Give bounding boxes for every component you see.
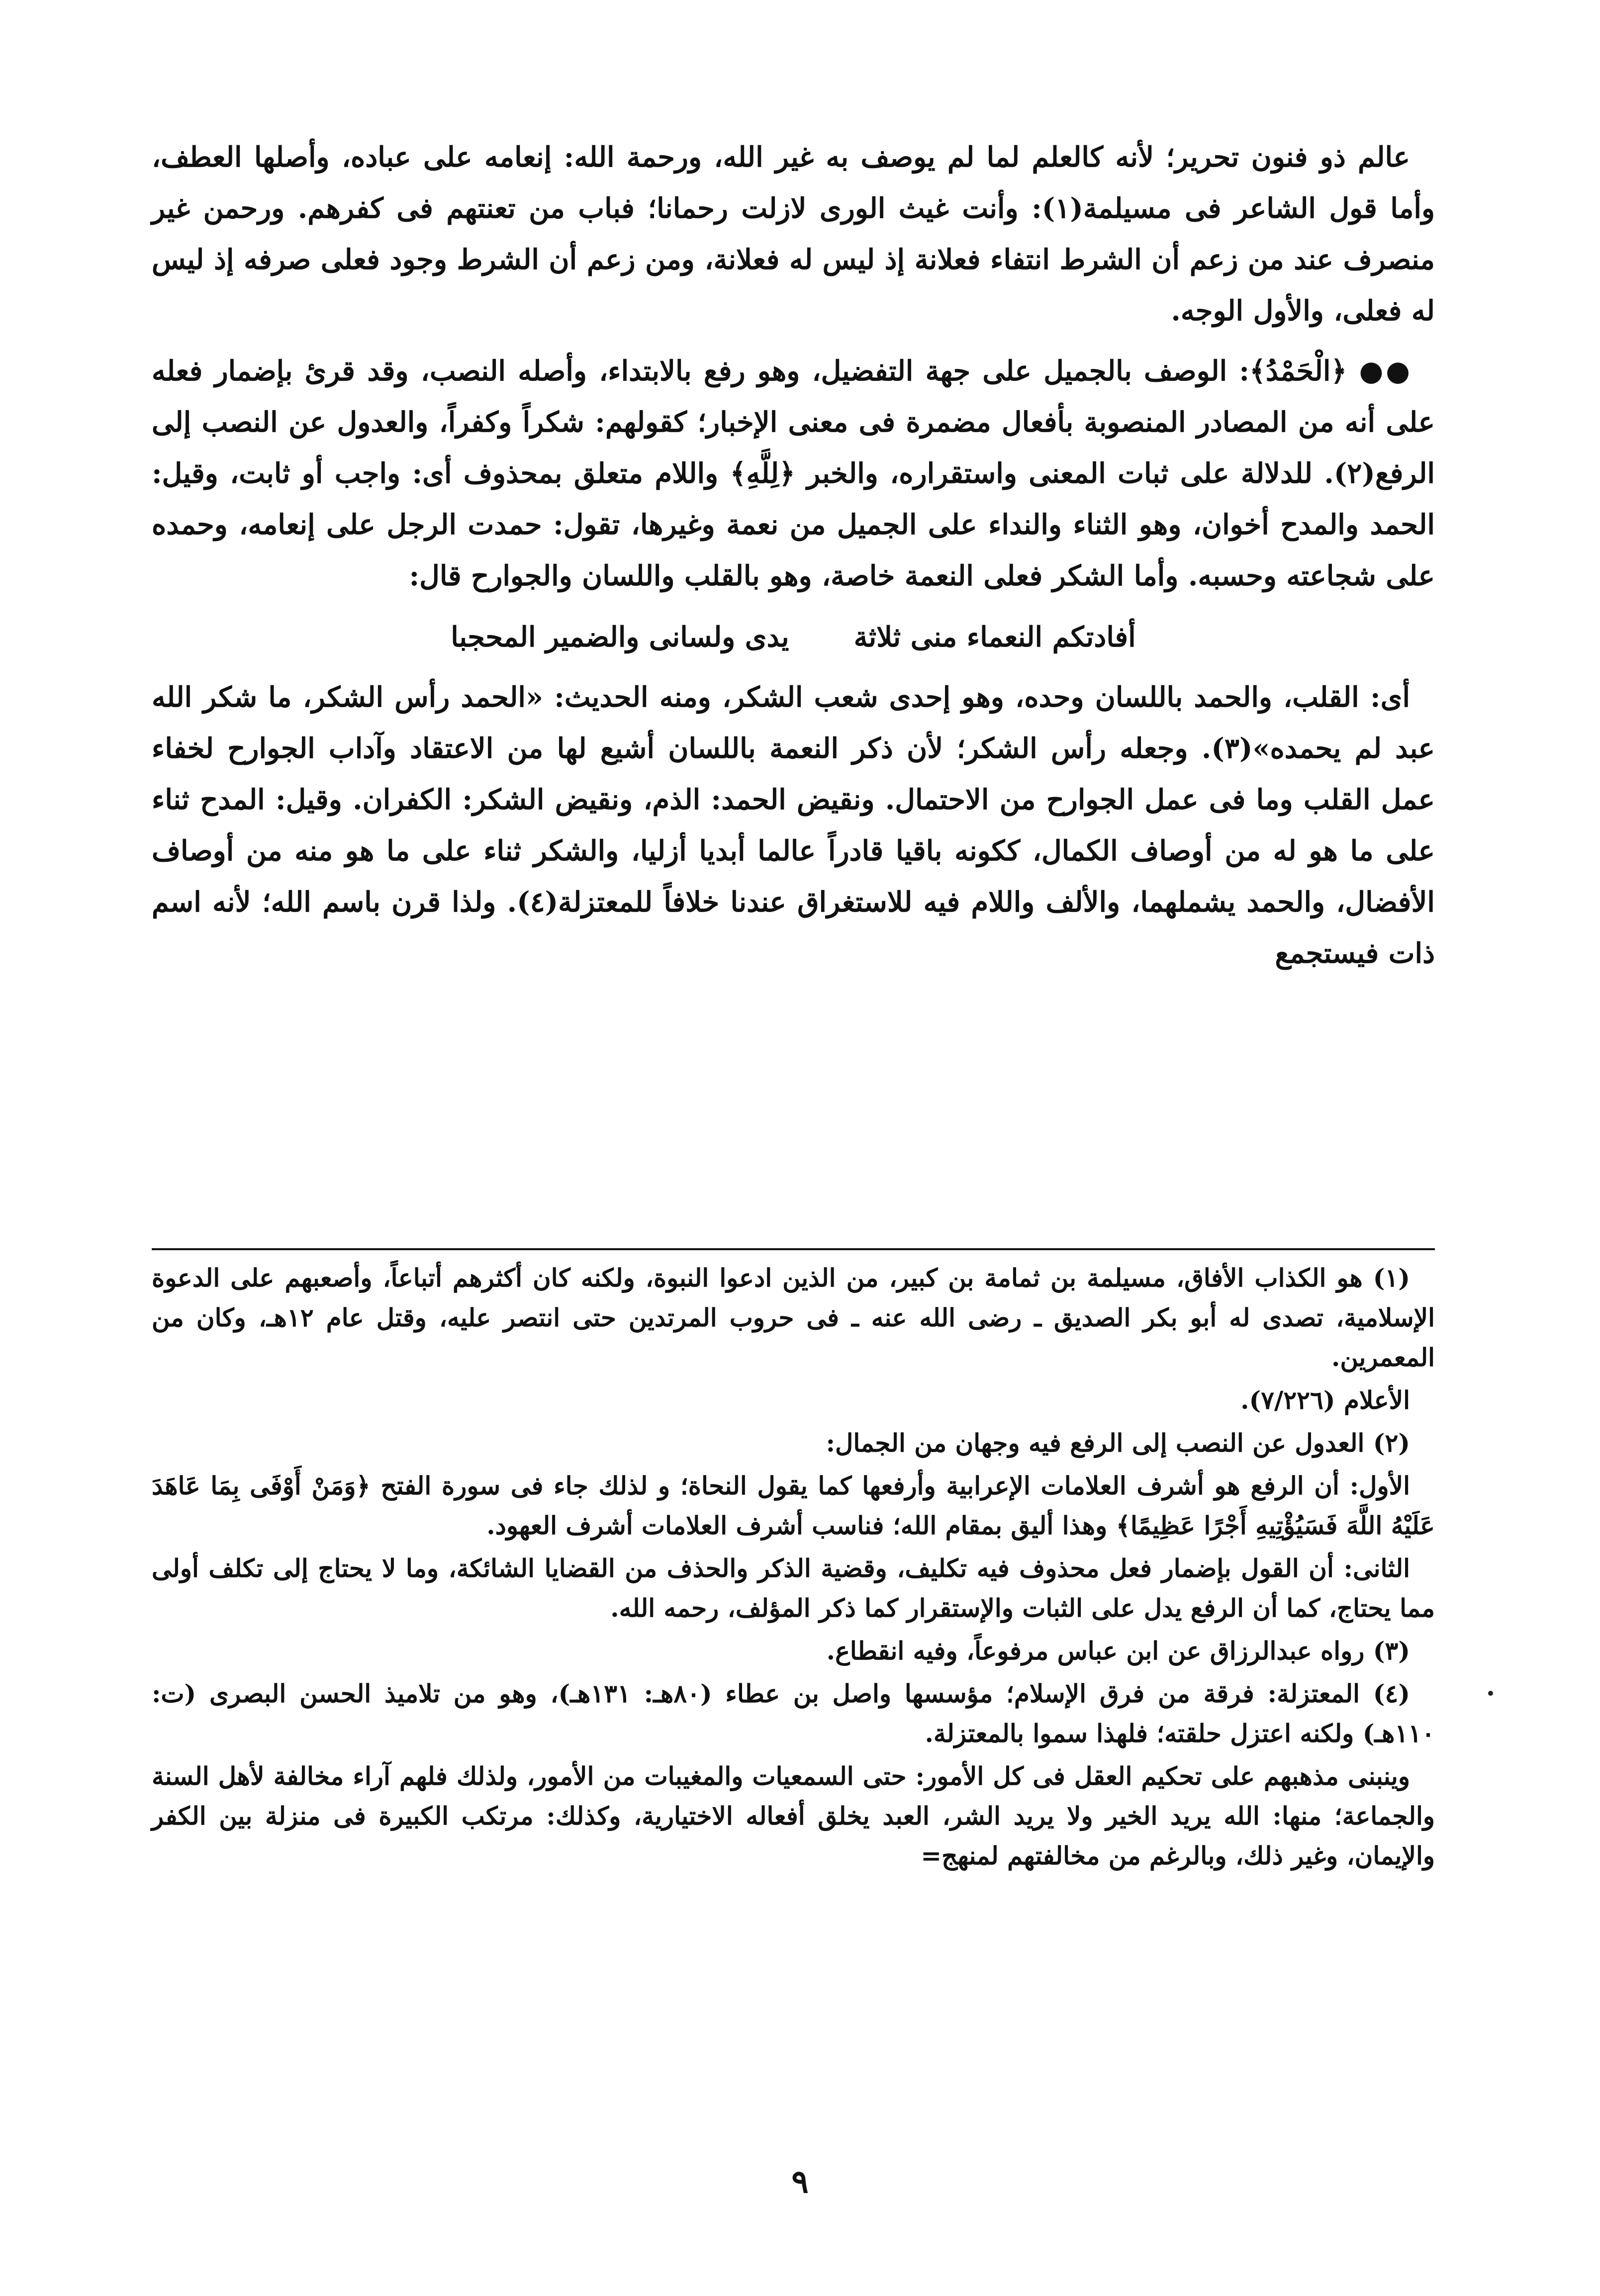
footnote-3: (٣) رواه عبدالرزاق عن ابن عباس مرفوعاً، وفيه انقطاع.	[826, 1636, 1410, 1665]
page-number: ٩	[791, 2163, 809, 2201]
scan-speck	[1488, 1691, 1493, 1696]
footnote-1-reference: الأعلام (٧/٢٢٦).	[1240, 1385, 1410, 1415]
main-text	[152, 132, 1435, 988]
footnote-divider	[152, 1248, 1435, 1250]
footnote-4-continued: وينبنى مذهبهم على تحكيم العقل فى كل الأمور: حتى السمعيات والمغيبات من الأمور، ولذلك فلهم آراء مخالفة لأهل السنة والجماعة؛ منها: الله يريد الخير ولا يريد الشر، العبد يخلق أفعاله الاختيارية، وكذلك: مرتكب الكبيرة فى منزلة بين الكفر والإيمان، وغير ذلك، وبالرغم من مخالفتهم لمنهج=	[152, 1761, 1435, 1870]
verse-hemistich-1: أفادتكم النعماء منى ثلاثة	[853, 621, 1136, 653]
footnote-4: (٤) المعتزلة: فرقة من فرق الإسلام؛ مؤسسها واصل بن عطاء (٨٠هـ: ١٣١هـ)، وهو من تلاميذ الحسن البصرى (ت: ١١٠هـ) ولكنه اعتزل حلقته؛ فلهذا سموا بالمعتزلة.	[152, 1679, 1435, 1748]
footnote-2-second: الثانى: أن القول بإضمار فعل محذوف فيه تكليف، وقضية الذكر والحذف من القضايا الشائكة، وما لا يحتاج إلى تكلف أولى مما يحتاج، كما أن الرفع يدل على الثبات والإستقرار كما ذكر المؤلف، رحمه الله.	[152, 1554, 1435, 1623]
poetry-verse	[152, 612, 1435, 663]
footnote-2-first: الأول: أن الرفع هو أشرف العلامات الإعرابية وأرفعها كما يقول النحاة؛ و لذلك جاء فى سورة الفتح ﴿وَمَنْ أَوْفَى بِمَا عَاهَدَ عَلَيْهُ اللَّهَ فَسَيُؤْتِيهِ أَجْرًا عَظِيمًا﴾ وهذا أليق بمقام الله؛ فناسب أشرف العلامات أشرف العهود.	[152, 1471, 1435, 1540]
paragraph-3: أى: القلب، والحمد باللسان وحده، وهو إحدى شعب الشكر، ومنه الحديث: «الحمد رأس الشكر، ما شكر الله عبد لم يحمده»(٣). وجعله رأس الشكر؛ لأن ذكر النعمة باللسان أشيع لها من الاعتقاد وآداب الجوارح لخفاء عمل القلب وما فى عمل الجوارح من الاحتمال. ونقيض الحمد: الذم، ونقيض الشكر: الكفران. وقيل: المدح ثناء على ما هو له من أوصاف الكمال، ككونه باقيا قادراً عالما أبديا أزليا، والشكر ثناء على ما هو منه من أوصاف الأفضال، والحمد يشملهما، والألف واللام فيه للاستغراق عندنا خلافاً للمعتزلة(٤). ولذا قرن باسم الله؛ لأنه اسم ذات فيستجمع	[152, 681, 1435, 970]
paragraph-2: ●● ﴿الْحَمْدُ﴾: الوصف بالجميل على جهة التفضيل، وهو رفع بالابتداء، وأصله النصب، وقد قرئ بإضمار فعله على أنه من المصادر المنصوبة بأفعال مضمرة فى معنى الإخبار؛ كقولهم: شكراً وكفراً، والعدول عن النصب إلى الرفع(٢). للدلالة على ثبات المعنى واستقراره، والخبر ﴿لِلَّهِ﴾ واللام متعلق بمحذوف أى: واجب أو ثابت، وقيل: الحمد والمدح أخوان، وهو الثناء والنداء على الجميل من نعمة وغيرها، تقول: حمدت الرجل على إنعامه، وحمده على شجاعته وحسبه. وأما الشكر فعلى النعمة خاصة، وهو بالقلب واللسان والجوارح قال:	[152, 355, 1435, 592]
footnote-1: (١) هو الكذاب الأفاق، مسيلمة بن ثمامة بن كبير، من الذين ادعوا النبوة، ولكنه كان أكثرهم أتباعاً، وأصعبهم على الدعوة الإسلامية، تصدى له أبو بكر الصديق ـ رضى الله عنه ـ فى حروب المرتدين حتى انتصر عليه، وقتل عام ١٢هـ، وكان من المعمرين.	[152, 1263, 1435, 1372]
paragraph-1: عالم ذو فنون تحرير؛ لأنه كالعلم لما لم يوصف به غير الله، ورحمة الله: إنعامه على عباده، وأصلها العطف، وأما قول الشاعر فى مسيلمة(١): وأنت غيث الورى لازلت رحمانا؛ فباب من تعنتهم فى كفرهم. ورحمن غير منصرف عند من زعم أن الشرط انتفاء فعلانة إذ ليس له فعلانة، ومن زعم أن الشرط وجود فعلى صرفه إذ ليس له فعلى، والأول الوجه.	[152, 141, 1435, 327]
verse-hemistich-2: يدى ولسانى والضمير المحجبا	[451, 621, 789, 653]
footnote-2: (٢) العدول عن النصب إلى الرفع فيه وجهان من الجمال:	[826, 1428, 1410, 1458]
footnotes	[152, 1258, 1435, 1879]
